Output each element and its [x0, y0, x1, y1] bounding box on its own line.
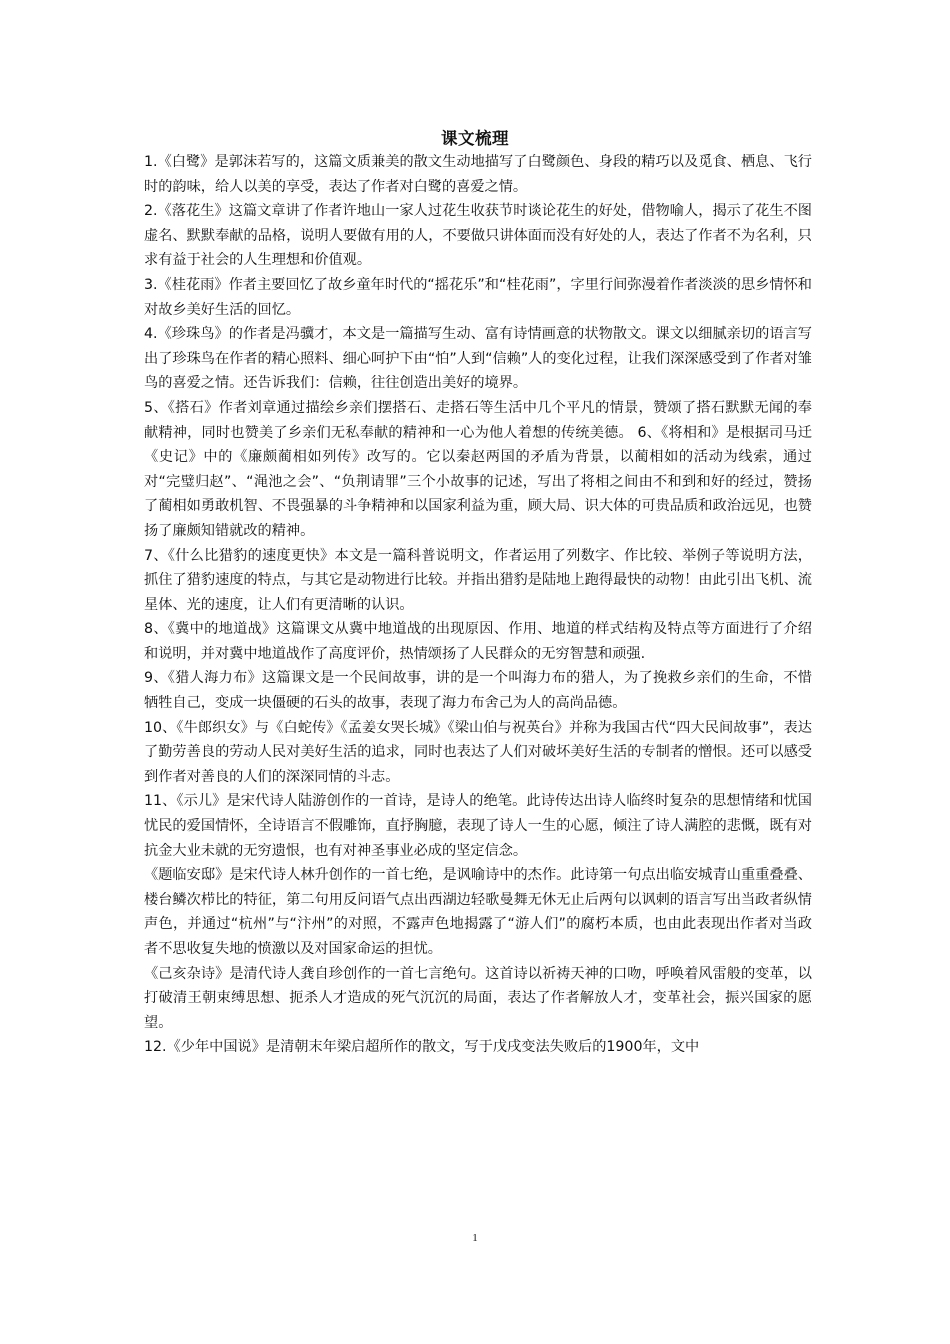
paragraph-9: 9、《猎人海力布》这篇课文是一个民间故事，讲的是一个叫海力布的猎人，为了挽救乡亲们的生命，不惜牺牲自己，变成一块僵硬的石头的故事，表现了海力布舍己为人的高尚品德。 — [144, 670, 812, 712]
paragraph-2: 2.《落花生》这篇文章讲了作者许地山一家人过花生收获节时谈论花生的好处，借物喻人，揭示了花生不图虚名、默默奉献的品格，说明人要做有用的人，不要做只讲体面而没有好处的人，表达了作者不为名利，只求有益于社会的人生理想和价值观。 — [144, 203, 812, 269]
paragraph-10: 10、《牛郎织女》与《白蛇传》《孟姜女哭长城》《梁山伯与祝英台》并称为我国古代“四大民间故事”，表达了勤劳善良的劳动人民对美好生活的追求，同时也表达了人们对破坏美好生活的专制者的憎恨。还可以感受到作者对善良的人们的深深同情的斗志。 — [144, 719, 812, 785]
paragraph-11: 11、《示儿》是宋代诗人陆游创作的一首诗，是诗人的绝笔。此诗传达出诗人临终时复杂的思想情绪和忧国忧民的爱国情怀，全诗语言不假雕饰，直抒胸臆，表现了诗人一生的心愿，倾注了诗人满腔的悲慨，既有对抗金大业未就的无穷遗恨，也有对神圣事业必成的坚定信念。 — [144, 793, 812, 859]
paragraph-7: 7、《什么比猎豹的速度更快》本文是一篇科普说明文，作者运用了列数字、作比较、举例子等说明方法，抓住了猎豹速度的特点，与其它是动物进行比较。并指出猎豹是陆地上跑得最快的动物！由此引出飞机、流星体、光的速度，让人们有更清晰的认识。 — [144, 547, 812, 613]
paragraph-ji-hai-za-shi: 《己亥杂诗》是清代诗人龚自珍创作的一首七言绝句。这首诗以祈祷天神的口吻，呼唤着风雷般的变革，以打破清王朝束缚思想、扼杀人才造成的死气沉沉的局面，表达了作者解放人才，变革社会，振兴国家的愿望。 — [144, 965, 812, 1031]
document-body — [144, 150, 812, 1060]
document-title: 课文梳理 — [441, 129, 509, 148]
page-number: 1 — [472, 1232, 478, 1244]
paragraph-3: 3.《桂花雨》作者主要回忆了故乡童年时代的“摇花乐”和“桂花雨”，字里行间弥漫着作者淡淡的思乡情怀和对故乡美好生活的回忆。 — [144, 276, 812, 318]
paragraph-4: 4.《珍珠鸟》的作者是冯骥才，本文是一篇描写生动、富有诗情画意的状物散文。课文以细腻亲切的语言写出了珍珠鸟在作者的精心照料、细心呵护下由“怕”人到“信赖”人的变化过程，让我们深深感受到了作者对雏鸟的喜爱之情。还告诉我们：信赖，往往创造出美好的境界。 — [144, 326, 812, 392]
paragraph-8: 8、《冀中的地道战》这篇课文从冀中地道战的出现原因、作用、地道的样式结构及特点等方面进行了介绍和说明，并对冀中地道战作了高度评价，热情颂扬了人民群众的无穷智慧和顽强. — [144, 621, 812, 662]
paragraph-ti-lin-an-di: 《题临安邸》是宋代诗人林升创作的一首七绝，是讽喻诗中的杰作。此诗第一句点出临安城青山重重叠叠、楼台鳞次栉比的特征，第二句用反问语气点出西湖边轻歌曼舞无休无止后两句以讽刺的语言写出当政者纵情声色，并通过“杭州”与“汴州”的对照，不露声色地揭露了“游人们”的腐朽本质，也由此表现出作者对当政者不思收复失地的愤激以及对国家命运的担忧。 — [144, 867, 812, 957]
paragraph-5-6: 5、《搭石》作者刘章通过描绘乡亲们摆搭石、走搭石等生活中几个平凡的情景，赞颂了搭石默默无闻的奉献精神，同时也赞美了乡亲们无私奉献的精神和一心为他人着想的传统美德。 6、《将相和》是根据司马迁《史记》中的《廉颇蔺相如列传》改写的。它以秦赵两国的矛盾为背景，以蔺相如的活动为线索，通过对“完璧归赵”、“渑池之会”、“负荆请罪”三个小故事的记述，写出了将相之间由不和到和好的经过，赞扬了蔺相如勇敢机智、不畏强暴的斗争精神和以国家利益为重，顾大局、识大体的可贵品质和政治远见，也赞扬了廉颇知错就改的精神。 — [144, 399, 812, 539]
paragraph-12: 12.《少年中国说》是清朝末年梁启超所作的散文，写于戊戌变法失败后的1900年，文中 — [144, 1039, 700, 1056]
paragraph-1: 1.《白鹭》是郭沫若写的，这篇文质兼美的散文生动地描写了白鹭颜色、身段的精巧以及觅食、栖息、飞行时的韵味，给人以美的享受，表达了作者对白鹭的喜爱之情。 — [144, 154, 812, 195]
